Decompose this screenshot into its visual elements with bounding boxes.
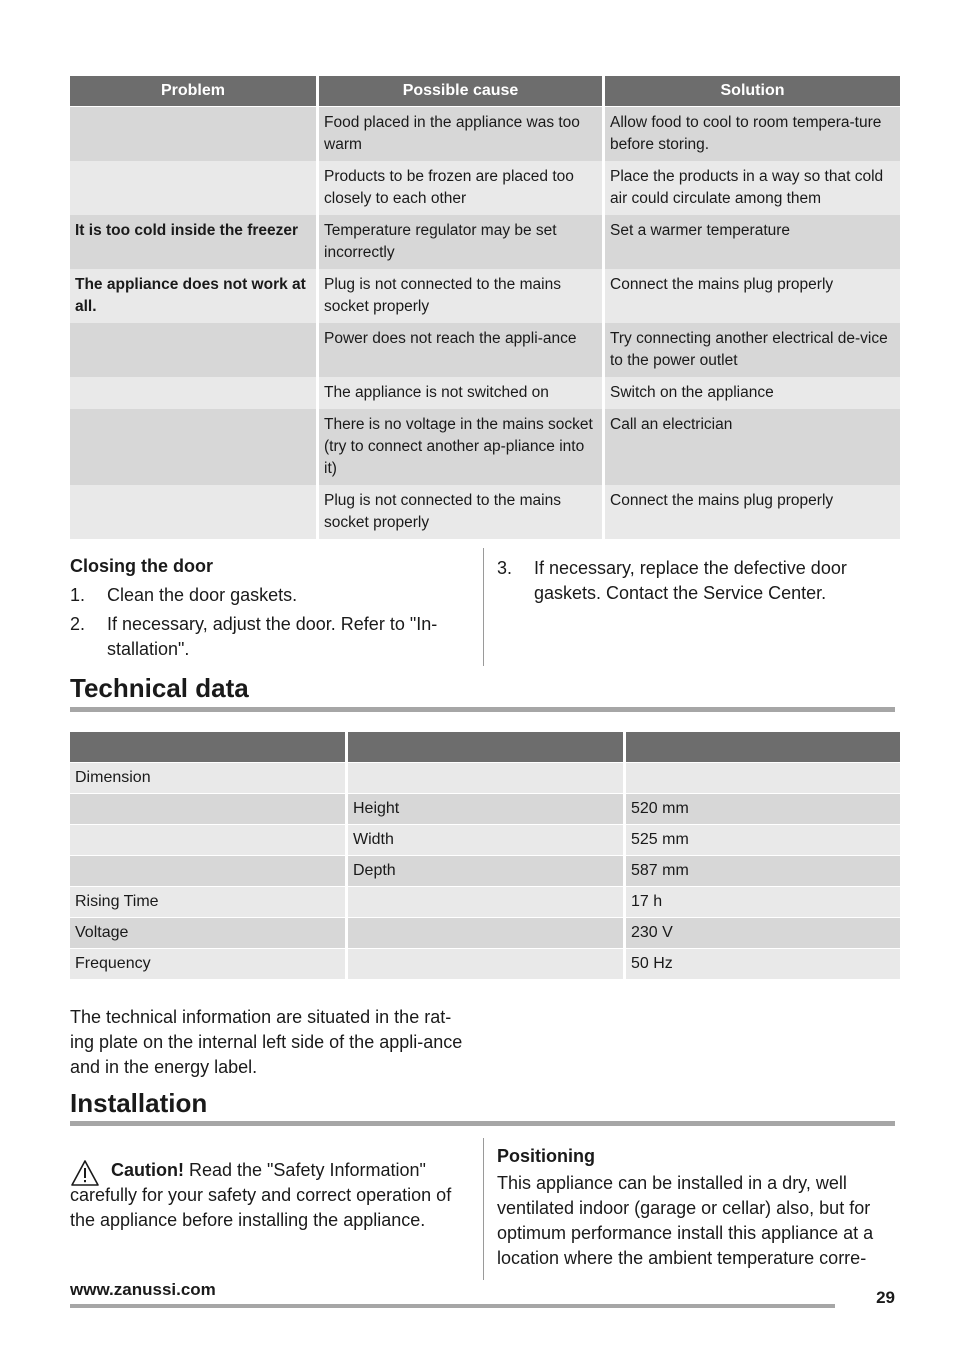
table-row (70, 323, 900, 377)
spec-value: 587 mm (626, 856, 900, 886)
spec-sub: Depth (348, 856, 623, 886)
table-row (70, 856, 900, 886)
cause-cell: Food placed in the appliance was too warm (319, 107, 602, 161)
closing-door-steps-continued (497, 556, 894, 606)
cause-cell: Plug is not connected to the mains socket properly (319, 269, 602, 323)
solution-cell: Call an electrician (605, 409, 900, 485)
spec-sub (348, 949, 623, 979)
positioning-text: This appliance can be installed in a dry, well ventilated indoor (garage or cellar) also, but for optimum performance install this appliance at a location where the ambient temperature corre- (497, 1173, 874, 1268)
cause-cell: Plug is not connected to the mains socket properly (319, 485, 602, 539)
problem-cell (70, 485, 316, 539)
spec-sub (348, 763, 623, 793)
spec-sub (348, 918, 623, 948)
problem-cell (70, 377, 316, 409)
spec-sub (348, 887, 623, 917)
spec-sub: Height (348, 794, 623, 824)
troubleshooting-header-row (70, 76, 900, 107)
problem-cell: It is too cold inside the freezer (70, 215, 316, 269)
spec-name: Dimension (70, 763, 345, 793)
cause-cell: Products to be frozen are placed too closely to each other (319, 161, 602, 215)
solution-cell: Place the products in a way so that cold air could circulate among them (605, 161, 900, 215)
table-row (70, 485, 900, 539)
column-header (70, 732, 345, 762)
footer-rule (70, 1304, 835, 1308)
spec-name: Voltage (70, 918, 345, 948)
spec-name (70, 856, 345, 886)
list-item (70, 612, 465, 662)
section-rule (70, 707, 895, 712)
column-header (348, 732, 623, 762)
step-number: 2. (70, 614, 86, 634)
positioning-title: Positioning (497, 1146, 595, 1166)
solution-cell: Connect the mains plug properly (605, 485, 900, 539)
spec-value: 520 mm (626, 794, 900, 824)
solution-cell: Allow food to cool to room tempera-ture before storing. (605, 107, 900, 161)
table-row (70, 887, 900, 917)
problem-cell (70, 107, 316, 161)
problem-cell (70, 323, 316, 377)
spec-name (70, 825, 345, 855)
spec-name: Frequency (70, 949, 345, 979)
step-text: If necessary, adjust the door. Refer to "In-stallation". (107, 614, 438, 659)
column-header-possible-cause: Possible cause (319, 76, 602, 107)
cause-cell: Power does not reach the appli-ance (319, 323, 602, 377)
step-number: 1. (70, 585, 86, 605)
list-item (70, 583, 465, 608)
table-row (70, 377, 900, 409)
solution-cell: Set a warmer temperature (605, 215, 900, 269)
column-header-problem: Problem (70, 76, 316, 107)
caution-text: Read the "Safety Information" carefully for your safety and correct operation of the appliance before installing the appliance. (70, 1160, 452, 1230)
table-row (70, 107, 900, 161)
spec-sub: Width (348, 825, 623, 855)
positioning-section (497, 1146, 894, 1271)
closing-door-steps (70, 583, 465, 662)
technical-data-table (67, 731, 903, 980)
list-item (497, 556, 894, 606)
section-rule (70, 1121, 895, 1126)
spec-value: 50 Hz (626, 949, 900, 979)
table-row (70, 763, 900, 793)
solution-cell: Switch on the appliance (605, 377, 900, 409)
spec-value: 17 h (626, 887, 900, 917)
column-divider (483, 1138, 484, 1280)
installation-title: Installation (70, 1088, 208, 1118)
spec-name (70, 794, 345, 824)
page-number: 29 (876, 1288, 895, 1307)
table-row (70, 161, 900, 215)
technical-note: The technical information are situated in the rat-ing plate on the internal left side of the appli-ance and in the energy label. (70, 1007, 463, 1077)
closing-door-title: Closing the door (70, 556, 213, 576)
step-text: If necessary, replace the defective door gaskets. Contact the Service Center. (534, 558, 847, 603)
spec-value: 525 mm (626, 825, 900, 855)
closing-door-section (70, 556, 465, 666)
caution-note (70, 1158, 465, 1233)
caution-label: Caution! (111, 1160, 184, 1180)
spec-value (626, 763, 900, 793)
table-row (70, 825, 900, 855)
solution-cell: Try connecting another electrical de-vice to the power outlet (605, 323, 900, 377)
footer-website: www.zanussi.com (70, 1280, 216, 1299)
spec-name: Rising Time (70, 887, 345, 917)
troubleshooting-table (67, 76, 903, 539)
cause-cell: There is no voltage in the mains socket (try to connect another ap-pliance into it) (319, 409, 602, 485)
technical-data-title: Technical data (70, 673, 249, 703)
table-row (70, 269, 900, 323)
column-header-solution: Solution (605, 76, 900, 107)
table-row (70, 215, 900, 269)
problem-cell (70, 161, 316, 215)
step-number: 3. (497, 558, 513, 578)
cause-cell: Temperature regulator may be set incorrectly (319, 215, 602, 269)
column-divider (483, 548, 484, 666)
table-row (70, 409, 900, 485)
table-row (70, 918, 900, 948)
spec-value: 230 V (626, 918, 900, 948)
column-header (626, 732, 900, 762)
problem-cell: The appliance does not work at all. (70, 269, 316, 323)
closing-door-continued (497, 556, 894, 610)
solution-cell: Connect the mains plug properly (605, 269, 900, 323)
step-text: Clean the door gaskets. (107, 585, 298, 605)
table-row (70, 949, 900, 979)
cause-cell: The appliance is not switched on (319, 377, 602, 409)
technical-header-row (70, 732, 900, 762)
problem-cell (70, 409, 316, 485)
table-row (70, 794, 900, 824)
